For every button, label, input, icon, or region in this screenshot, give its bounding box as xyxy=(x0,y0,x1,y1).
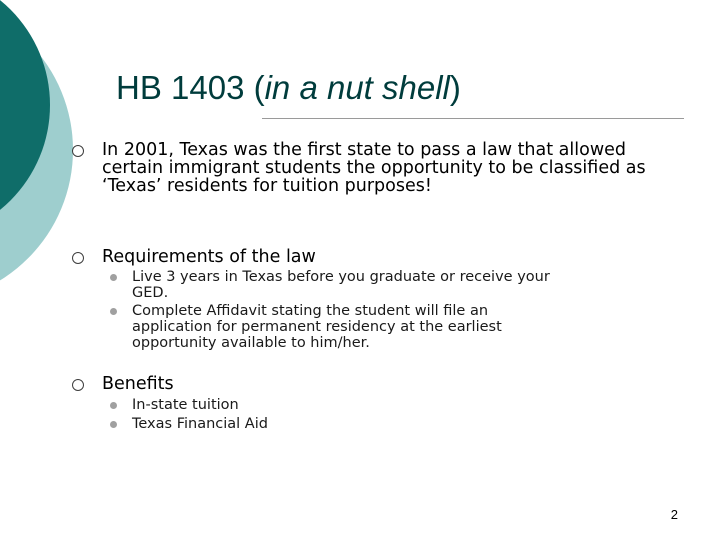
bullet-text-benefits: Benefits xyxy=(102,374,174,394)
title-italic: in a nut shell xyxy=(264,69,450,106)
sub-bullet-affidavit: Complete Affidavit stating the student will file an application for permanent residency at the earliest opportunity available to him/her. xyxy=(132,303,502,351)
sub-bullet-financial-aid: Texas Financial Aid xyxy=(132,416,268,432)
hollow-bullet-icon xyxy=(72,145,84,157)
dot-bullet-icon xyxy=(110,421,117,428)
sub-bullet-in-state-tuition: In-state tuition xyxy=(132,397,239,413)
dot-bullet-icon xyxy=(110,274,117,281)
hollow-bullet-icon xyxy=(72,379,84,391)
page-number: 2 xyxy=(670,507,678,522)
bullet-text-2001-law: In 2001, Texas was the first state to pass a law that allowed certain immigrant students the opportunity to be classified as ‘Texas’ residents for tuition purposes! xyxy=(102,140,646,196)
slide-title xyxy=(116,68,461,108)
hollow-bullet-icon xyxy=(72,252,84,264)
title-close: ) xyxy=(449,69,461,106)
bullet-text-requirements: Requirements of the law xyxy=(102,247,316,267)
title-main: HB 1403 ( xyxy=(116,69,265,106)
dot-bullet-icon xyxy=(110,308,117,315)
sub-bullet-live-3-years: Live 3 years in Texas before you graduate or receive your GED. xyxy=(132,269,550,301)
title-divider xyxy=(262,118,684,119)
dot-bullet-icon xyxy=(110,402,117,409)
